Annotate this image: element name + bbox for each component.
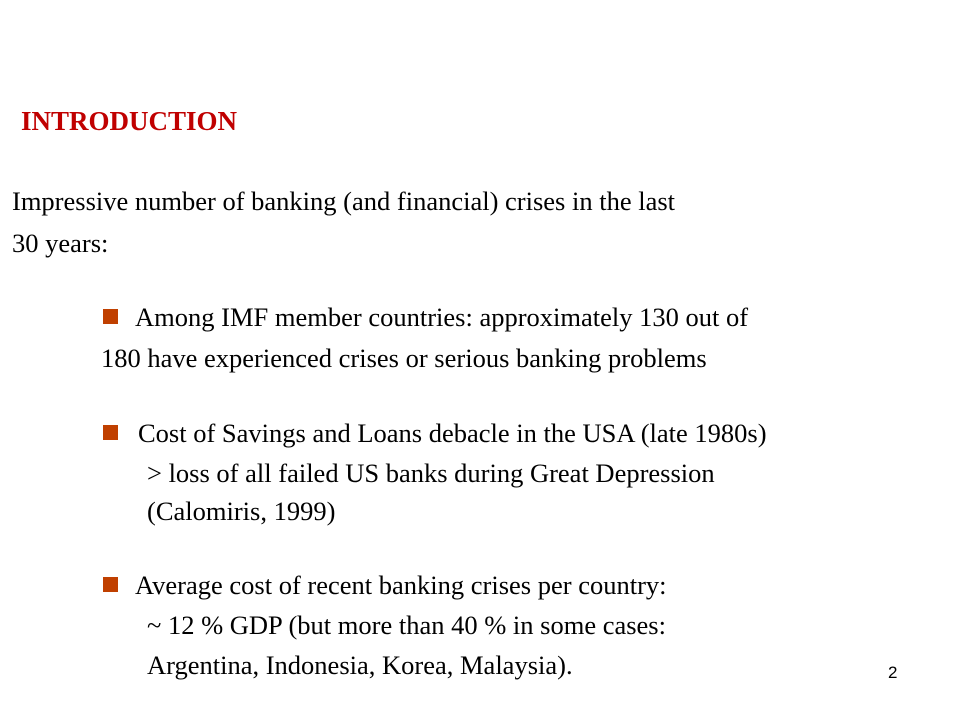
bullet-1-line-2: 180 have experienced crises or serious banking problems: [101, 343, 707, 373]
bullet-1-line-1: Among IMF member countries: approximately 130 out of: [135, 302, 749, 332]
bullet-square-icon: [103, 425, 118, 440]
page-number: 2: [888, 663, 898, 682]
bullet-2-line-1: Cost of Savings and Loans debacle in the USA (late 1980s): [138, 418, 767, 448]
intro-text-line-2: 30 years:: [12, 228, 109, 258]
bullet-square-icon: [103, 577, 118, 592]
bullet-3-line-1: Average cost of recent banking crises per country:: [135, 570, 667, 600]
slide-title: INTRODUCTION: [21, 106, 238, 136]
intro-text-line-1: Impressive number of banking (and financial) crises in the last: [12, 186, 676, 216]
bullet-2-line-3: (Calomiris, 1999): [147, 496, 336, 526]
bullet-2-line-2: > loss of all failed US banks during Great Depression: [147, 458, 715, 488]
bullet-3-line-2: ~ 12 % GDP (but more than 40 % in some cases:: [147, 610, 666, 640]
bullet-3-line-3: Argentina, Indonesia, Korea, Malaysia).: [147, 650, 573, 680]
bullet-square-icon: [103, 309, 118, 324]
